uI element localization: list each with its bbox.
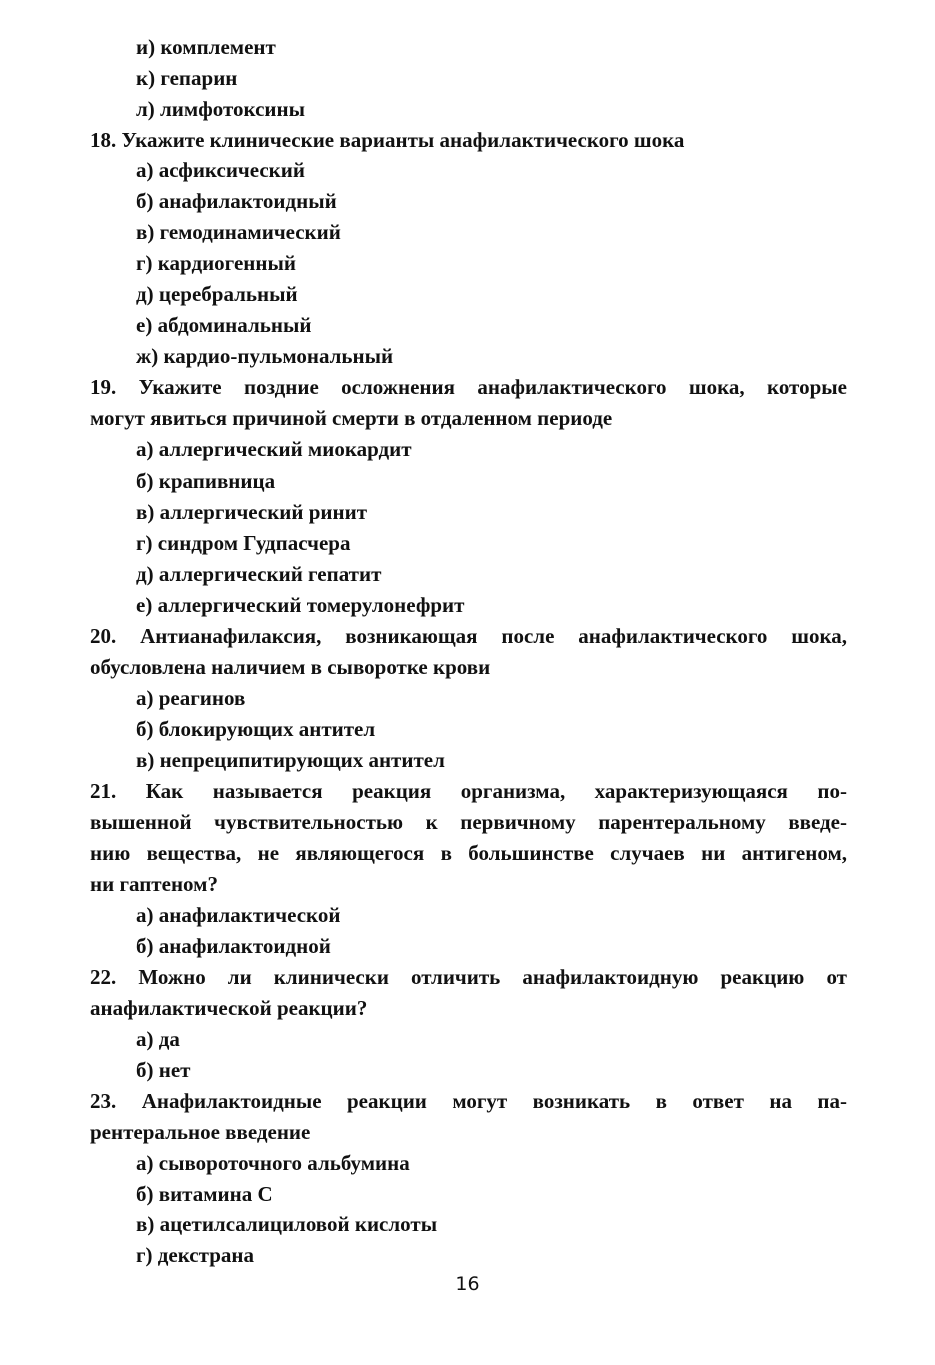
question-21: 21. Как называется реакция организма, характеризующаяся по-	[90, 779, 847, 803]
answer-option: а) аллергический миокардит	[136, 437, 412, 461]
answer-option: г) синдром Гудпасчера	[136, 531, 351, 555]
answer-option: б) крапивница	[136, 469, 276, 493]
question-22: 22. Можно ли клинически отличить анафилактоидную реакцию от	[90, 965, 847, 989]
question-21-cont: ни гаптеном?	[90, 872, 218, 896]
answer-option: г) кардиогенный	[136, 251, 296, 275]
answer-option: б) блокирующих антител	[136, 717, 376, 741]
question-22-cont: анафилактической реакции?	[90, 996, 368, 1020]
answer-option: к) гепарин	[136, 66, 238, 90]
answer-option: б) анафилактоидный	[136, 189, 337, 213]
answer-option: в) гемодинамический	[136, 220, 341, 244]
question-21-cont: нию вещества, не являющегося в большинстве случаев ни антигеном,	[90, 841, 847, 865]
answer-option: а) да	[136, 1027, 180, 1051]
answer-option: л) лимфотоксины	[136, 97, 305, 121]
answer-option: е) абдоминальный	[136, 313, 312, 337]
answer-option: е) аллергический томерулонефрит	[136, 593, 465, 617]
question-20-cont: обусловлена наличием в сыворотке крови	[90, 655, 491, 679]
answer-option: а) реагинов	[136, 686, 246, 710]
answer-option: а) асфиксический	[136, 158, 305, 182]
answer-option: ж) кардио-пульмональный	[136, 344, 394, 368]
question-23: 23. Анафилактоидные реакции могут возникать в ответ на па-	[90, 1089, 847, 1113]
answer-option: д) аллергический гепатит	[136, 562, 382, 586]
answer-option: в) аллергический ринит	[136, 500, 368, 524]
question-20: 20. Антианафилаксия, возникающая после анафилактического шока,	[90, 624, 847, 648]
answer-option: б) нет	[136, 1058, 191, 1082]
question-19-cont: могут явиться причиной смерти в отдаленном периоде	[90, 406, 613, 430]
answer-option: а) анафилактической	[136, 903, 341, 927]
page-number: 16	[455, 1273, 480, 1295]
answer-option: б) анафилактоидной	[136, 934, 331, 958]
answer-option: б) витамина С	[136, 1182, 273, 1206]
answer-option: в) ацетилсалициловой кислоты	[136, 1212, 438, 1236]
answer-option: а) сывороточного альбумина	[136, 1151, 410, 1175]
answer-option: г) декстрана	[136, 1243, 254, 1267]
answer-option: д) церебральный	[136, 282, 298, 306]
answer-option: и) комплемент	[136, 35, 276, 59]
answer-option: в) непреципитирующих антител	[136, 748, 445, 772]
question-18: 18. Укажите клинические варианты анафилактического шока	[90, 128, 685, 152]
question-19: 19. Укажите поздние осложнения анафилактического шока, которые	[90, 375, 847, 399]
question-23-cont: рентеральное введение	[90, 1120, 311, 1144]
question-21-cont: вышенной чувствительностью к первичному парентеральному введе-	[90, 810, 847, 834]
